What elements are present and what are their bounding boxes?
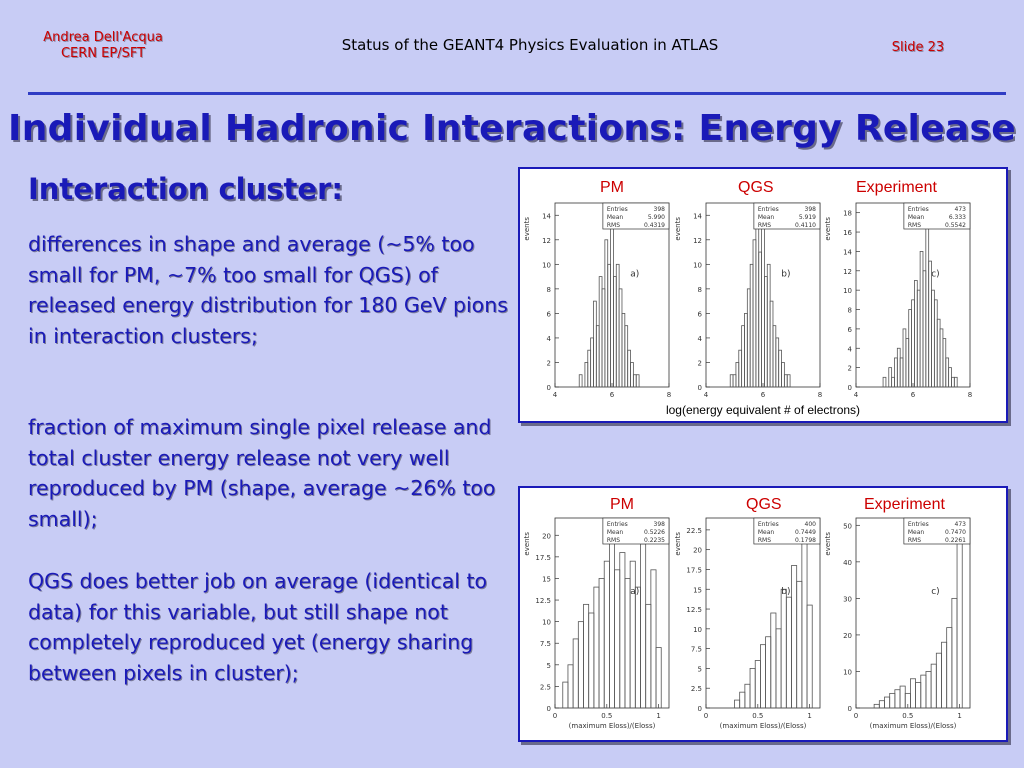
bottom-pm-stat-key: Mean xyxy=(606,529,624,536)
energy-release-histograms xyxy=(518,167,1008,423)
top-qgs-bar xyxy=(784,375,787,387)
top-pm-ytick-label: 0 xyxy=(546,384,551,392)
top-pm-ytick-label: 10 xyxy=(542,261,551,270)
top-experiment-tag: c) xyxy=(931,269,940,280)
bottom-qgs-stat-value: 400 xyxy=(804,521,816,528)
top-pm-tag: a) xyxy=(630,269,640,280)
top-qgs-xtick-label: 6 xyxy=(760,391,766,399)
bottom-experiment-bar xyxy=(936,653,941,708)
bottom-qgs-xtick-label: 0 xyxy=(703,712,709,720)
bottom-qgs-bar xyxy=(740,692,745,708)
top-qgs-plot xyxy=(674,203,822,399)
bottom-experiment-bar xyxy=(890,693,895,708)
top-experiment-bar xyxy=(909,310,912,387)
bottom-pm-stat-value: 398 xyxy=(653,521,665,528)
top-qgs-stat-value: 5.919 xyxy=(798,214,816,221)
top-qgs-ytick-label: 2 xyxy=(697,359,702,368)
bottom-qgs-bar xyxy=(781,589,786,708)
bottom-pm-bar xyxy=(589,613,594,708)
bottom-qgs-bar xyxy=(735,700,740,708)
bottom-experiment-bar xyxy=(931,664,936,708)
bottom-experiment-bar xyxy=(900,686,905,708)
top-histograms-svg xyxy=(520,169,1006,421)
top-experiment-bar xyxy=(932,290,935,387)
top-experiment-ytick-label: 16 xyxy=(843,229,852,238)
top-qgs-bar xyxy=(782,362,785,387)
paragraph-max-pixel: fraction of maximum single pixel release and total cluster energy release not very well reproduced by PM (shape, average ~26% too small); xyxy=(28,415,496,531)
top-experiment-bar xyxy=(906,339,909,387)
top-qgs-bar xyxy=(756,215,759,387)
top-experiment-xtick-label: 6 xyxy=(910,391,916,399)
top-qgs-stat-key: RMS xyxy=(757,222,772,229)
bottom-experiment-ytick-label: 30 xyxy=(843,595,852,604)
bottom-experiment-xtick-label: 1 xyxy=(957,712,962,720)
bottom-pm-bar xyxy=(630,561,635,708)
top-experiment-stat-value: 473 xyxy=(954,206,966,213)
top-pm-bar xyxy=(622,313,625,387)
bottom-experiment-bar xyxy=(916,682,921,708)
bottom-qgs-ytick-label: 17.5 xyxy=(686,566,702,575)
top-pm-bar xyxy=(636,375,639,387)
top-pm-bar xyxy=(631,362,634,387)
bottom-experiment-xlabel: (maximum Eloss)/(Eloss) xyxy=(869,722,957,730)
top-pm-bar xyxy=(599,277,602,387)
bottom-experiment-stat-value: 0.7470 xyxy=(945,529,966,536)
bottom-pm-bar xyxy=(620,553,625,708)
author-block xyxy=(28,30,178,62)
top-qgs-bar xyxy=(779,350,782,387)
top-pm-stat-key: Entries xyxy=(606,206,628,213)
bottom-pm-tag: a) xyxy=(630,587,640,597)
bottom-qgs-bar xyxy=(802,534,807,708)
bottom-pm-plot xyxy=(523,518,669,730)
top-pm-bar xyxy=(625,326,628,387)
top-qgs-bar xyxy=(753,240,756,387)
bottom-pm-bar xyxy=(641,544,646,708)
top-qgs-bar xyxy=(759,252,762,387)
top-experiment-bar xyxy=(943,339,946,387)
bottom-pm-ytick-label: 20 xyxy=(542,532,551,541)
bottom-pm-ytick-label: 2.5 xyxy=(539,683,551,692)
top-experiment-bar xyxy=(900,358,903,387)
top-experiment-stat-key: RMS xyxy=(907,222,922,229)
bottom-pm-stat-value: 0.2235 xyxy=(644,537,665,544)
top-experiment-bar xyxy=(937,319,940,387)
label-qgs-top: QGS xyxy=(738,179,774,196)
top-experiment-bar xyxy=(912,300,915,387)
bottom-experiment-ytick-label: 20 xyxy=(843,631,852,640)
top-qgs-bar xyxy=(747,289,750,387)
top-qgs-stat-value: 0.4110 xyxy=(795,222,816,229)
top-pm-bar xyxy=(593,301,596,387)
top-experiment-ytick-label: 0 xyxy=(847,384,852,392)
bottom-pm-stat-key: RMS xyxy=(606,537,621,544)
top-experiment-bar xyxy=(917,290,920,387)
bottom-experiment-xtick-label: 0.5 xyxy=(902,712,914,720)
top-pm-stat-value: 398 xyxy=(653,206,665,213)
top-qgs-stat-key: Entries xyxy=(757,206,779,213)
bottom-pm-xtick-label: 0.5 xyxy=(601,712,613,720)
top-experiment-bar xyxy=(914,280,917,387)
bottom-experiment-plot xyxy=(824,518,970,730)
top-experiment-bar xyxy=(926,213,929,387)
bottom-pm-bar xyxy=(625,578,630,708)
top-pm-bar xyxy=(585,362,588,387)
slide-subtitle: Interaction cluster: xyxy=(28,172,343,206)
bottom-experiment-bar xyxy=(910,679,915,708)
top-pm-bar xyxy=(616,264,619,387)
bottom-histograms-svg xyxy=(520,488,1006,740)
bottom-experiment-ytick-label: 10 xyxy=(843,668,852,677)
bottom-experiment-bar xyxy=(885,697,890,708)
author-affiliation: CERN EP/SFT xyxy=(60,46,146,61)
top-pm-ytick-label: 6 xyxy=(546,310,551,319)
bottom-pm-bar xyxy=(651,570,656,708)
bottom-qgs-ytick-label: 7.5 xyxy=(690,645,702,654)
bottom-qgs-stat-key: Entries xyxy=(757,521,779,528)
bottom-qgs-xtick-label: 0.5 xyxy=(752,712,764,720)
top-experiment-bar xyxy=(934,300,937,387)
top-experiment-bar xyxy=(892,377,895,387)
bottom-pm-xtick-label: 1 xyxy=(656,712,661,720)
top-pm-stat-value: 5.990 xyxy=(647,214,665,221)
top-qgs-bar xyxy=(736,362,739,387)
bottom-pm-ytick-label: 5 xyxy=(546,661,551,670)
bottom-pm-stat-value: 0.5226 xyxy=(644,529,665,536)
bottom-qgs-bar xyxy=(807,605,812,708)
bottom-experiment-frame xyxy=(856,518,970,708)
top-qgs-ytick-label: 10 xyxy=(693,261,702,270)
top-experiment-ytick-label: 18 xyxy=(843,209,852,218)
bottom-qgs-stat-value: 0.7449 xyxy=(795,529,816,536)
top-qgs-frame xyxy=(706,203,820,387)
bottom-experiment-tag: c) xyxy=(931,587,940,597)
bottom-pm-bar xyxy=(609,535,614,708)
top-qgs-xtick-label: 8 xyxy=(817,391,823,399)
top-pm-bar xyxy=(591,338,594,387)
top-pm-bar xyxy=(628,350,631,387)
bottom-experiment-bar xyxy=(926,671,931,708)
top-experiment-ytick-label: 8 xyxy=(847,306,852,315)
top-experiment-stat-key: Mean xyxy=(907,214,925,221)
top-experiment-bar xyxy=(923,271,926,387)
top-qgs-bar xyxy=(739,350,742,387)
bottom-experiment-stat-value: 473 xyxy=(954,521,966,528)
top-pm-xtick-label: 6 xyxy=(609,391,615,399)
top-qgs-bar xyxy=(742,326,745,387)
top-qgs-bar xyxy=(773,326,776,387)
bottom-qgs-ytick-label: 12.5 xyxy=(686,606,702,615)
top-experiment-xtick-label: 8 xyxy=(967,391,973,399)
bottom-qgs-bar xyxy=(792,566,797,709)
top-qgs-xtick-label: 4 xyxy=(703,391,709,399)
top-experiment-bar xyxy=(951,377,954,387)
bottom-experiment-stat-value: 0.2261 xyxy=(945,537,966,544)
top-qgs-bar xyxy=(776,338,779,387)
top-experiment-bar xyxy=(954,377,957,387)
top-experiment-bar xyxy=(897,348,900,387)
top-qgs-bar xyxy=(730,375,733,387)
paragraph-qgs: QGS does better job on average (identical to data) for this variable, but still shape not completely reproduced yet (energy sharing between pixels in cluster); xyxy=(28,569,488,685)
top-qgs-bar xyxy=(770,301,773,387)
top-qgs-bar xyxy=(764,277,767,387)
bottom-experiment-xtick-label: 0 xyxy=(853,712,859,720)
bottom-experiment-ytick-label: 40 xyxy=(843,558,852,567)
top-experiment-bar xyxy=(920,251,923,387)
bottom-experiment-bar xyxy=(921,675,926,708)
top-qgs-ytick-label: 4 xyxy=(697,334,702,343)
bottom-qgs-frame xyxy=(706,518,820,708)
label-pm-top: PM xyxy=(600,179,624,196)
bottom-qgs-bar xyxy=(771,613,776,708)
bottom-qgs-bar xyxy=(797,581,802,708)
top-qgs-ytick-label: 0 xyxy=(697,384,702,392)
bottom-experiment-stat-key: Entries xyxy=(907,521,929,528)
top-pm-bar xyxy=(596,326,599,387)
label-pm-bottom: PM xyxy=(610,496,634,513)
bottom-qgs-xlabel: (maximum Eloss)/(Eloss) xyxy=(719,722,807,730)
slide-number: Slide 23 xyxy=(891,40,945,55)
bottom-pm-ytick-label: 17.5 xyxy=(535,553,551,562)
top-pm-stat-key: Mean xyxy=(606,214,624,221)
top-qgs-bar xyxy=(787,375,790,387)
top-qgs-bar xyxy=(762,228,765,387)
bottom-qgs-bar xyxy=(786,597,791,708)
top-pm-ylabel: events xyxy=(523,217,531,241)
top-experiment-bar xyxy=(940,329,943,387)
top-experiment-stat-key: Entries xyxy=(907,206,929,213)
bottom-qgs-bar xyxy=(776,629,781,708)
top-experiment-bar xyxy=(894,358,897,387)
bottom-pm-bar xyxy=(656,648,661,708)
top-experiment-plot xyxy=(824,203,972,399)
bottom-pm-xlabel: (maximum Eloss)/(Eloss) xyxy=(568,722,656,730)
bottom-qgs-ytick-label: 0 xyxy=(697,705,702,713)
top-experiment-bar xyxy=(903,329,906,387)
bottom-qgs-ytick-label: 2.5 xyxy=(690,685,702,694)
bottom-pm-bar xyxy=(635,587,640,708)
top-experiment-ytick-label: 12 xyxy=(843,267,852,276)
bottom-qgs-ytick-label: 22.5 xyxy=(686,526,702,535)
bottom-pm-ytick-label: 12.5 xyxy=(535,597,551,606)
top-experiment-frame xyxy=(856,203,970,387)
top-experiment-bar xyxy=(929,261,932,387)
top-pm-xtick-label: 4 xyxy=(552,391,558,399)
top-experiment-stat-value: 6.333 xyxy=(948,214,966,221)
bottom-experiment-bar xyxy=(942,642,947,708)
max-pixel-fraction-histograms xyxy=(518,486,1008,742)
top-qgs-tag: b) xyxy=(781,269,791,280)
top-qgs-ylabel: events xyxy=(674,217,682,241)
bottom-experiment-stat-key: Mean xyxy=(907,529,925,536)
bottom-qgs-stat-value: 0.1798 xyxy=(795,537,816,544)
bottom-qgs-bar xyxy=(755,661,760,709)
bottom-qgs-ylabel: events xyxy=(674,532,682,556)
bottom-experiment-bar xyxy=(947,628,952,708)
bottom-qgs-ytick-label: 15 xyxy=(693,586,702,595)
top-experiment-bar xyxy=(949,368,952,387)
top-pm-ytick-label: 14 xyxy=(542,212,551,221)
top-qgs-stat-value: 398 xyxy=(804,206,816,213)
slide-title: Individual Hadronic Interactions: Energy Release xyxy=(8,108,1016,149)
top-pm-bar xyxy=(619,289,622,387)
bottom-qgs-plot xyxy=(674,518,820,730)
top-experiment-ytick-label: 2 xyxy=(847,364,852,373)
bottom-qgs-xtick-label: 1 xyxy=(807,712,812,720)
top-qgs-ytick-label: 6 xyxy=(697,310,702,319)
top-qgs-bar xyxy=(744,313,747,387)
top-experiment-bar xyxy=(946,358,949,387)
bottom-experiment-ytick-label: 0 xyxy=(847,705,852,713)
top-pm-stat-key: RMS xyxy=(606,222,621,229)
top-pm-stat-value: 0.4319 xyxy=(644,222,665,229)
top-experiment-ytick-label: 10 xyxy=(843,287,852,296)
bottom-qgs-bar xyxy=(766,637,771,708)
label-qgs-bottom: QGS xyxy=(746,496,782,513)
top-experiment-bar xyxy=(889,368,892,387)
top-pm-ytick-label: 12 xyxy=(542,236,551,245)
label-experiment-bottom: Experiment xyxy=(864,496,945,513)
top-pm-ytick-label: 8 xyxy=(546,285,551,294)
top-experiment-bar xyxy=(883,377,886,387)
top-qgs-ytick-label: 12 xyxy=(693,236,702,245)
top-qgs-bar xyxy=(750,264,753,387)
bottom-qgs-stat-key: RMS xyxy=(757,537,772,544)
top-qgs-bar xyxy=(767,264,770,387)
bottom-pm-bar xyxy=(573,639,578,708)
bottom-pm-ytick-label: 7.5 xyxy=(539,640,551,649)
bottom-pm-bar xyxy=(599,578,604,708)
top-pm-bar xyxy=(608,264,611,387)
top-qgs-stat-key: Mean xyxy=(757,214,775,221)
top-pm-bar xyxy=(611,215,614,387)
bottom-pm-bar xyxy=(563,682,568,708)
top-pm-xtick-label: 8 xyxy=(666,391,672,399)
top-x-caption: log(energy equivalent # of electrons) xyxy=(665,403,861,417)
top-experiment-stat-value: 0.5542 xyxy=(945,222,966,229)
bottom-experiment-bar xyxy=(957,533,962,708)
bottom-qgs-bar xyxy=(745,684,750,708)
top-pm-bar xyxy=(588,350,591,387)
bottom-pm-bar xyxy=(604,561,609,708)
bottom-experiment-ytick-label: 50 xyxy=(843,522,852,531)
top-pm-bar xyxy=(633,375,636,387)
top-experiment-xtick-label: 4 xyxy=(853,391,859,399)
top-experiment-ytick-label: 14 xyxy=(843,248,852,257)
bottom-pm-ylabel: events xyxy=(523,532,531,556)
bottom-experiment-bar xyxy=(895,690,900,708)
bottom-experiment-ylabel: events xyxy=(824,532,832,556)
header-divider xyxy=(28,92,1006,95)
bottom-experiment-bar xyxy=(874,704,879,708)
bottom-pm-xtick-label: 0 xyxy=(552,712,558,720)
bottom-pm-bar xyxy=(615,570,620,708)
bottom-experiment-bar xyxy=(879,701,884,708)
top-pm-ytick-label: 2 xyxy=(546,359,551,368)
bottom-qgs-ytick-label: 10 xyxy=(693,625,702,634)
bottom-pm-bar xyxy=(594,587,599,708)
bottom-pm-bar xyxy=(578,622,583,708)
top-pm-plot xyxy=(523,203,671,399)
header-title: Status of the GEANT4 Physics Evaluation in ATLAS xyxy=(341,36,719,54)
author-name: Andrea Dell'Acqua xyxy=(43,30,163,45)
bottom-pm-frame xyxy=(555,518,669,708)
bottom-experiment-stat-key: RMS xyxy=(907,537,922,544)
top-experiment-ylabel: events xyxy=(824,217,832,241)
top-pm-ytick-label: 4 xyxy=(546,334,551,343)
bottom-pm-ytick-label: 15 xyxy=(542,575,551,584)
bottom-pm-ytick-label: 0 xyxy=(546,705,551,713)
top-qgs-ytick-label: 8 xyxy=(697,285,702,294)
bottom-qgs-tag: b) xyxy=(781,587,791,597)
bottom-pm-bar xyxy=(584,604,589,708)
top-pm-bar xyxy=(602,289,605,387)
top-pm-bar xyxy=(579,375,582,387)
bottom-qgs-bar xyxy=(760,645,765,708)
bottom-pm-bar xyxy=(646,604,651,708)
bottom-pm-bar xyxy=(568,665,573,708)
top-pm-bar xyxy=(613,277,616,387)
bottom-qgs-ytick-label: 20 xyxy=(693,546,702,555)
bottom-experiment-bar xyxy=(952,598,957,708)
bottom-qgs-bar xyxy=(750,668,755,708)
top-pm-frame xyxy=(555,203,669,387)
bottom-pm-ytick-label: 10 xyxy=(542,618,551,627)
top-experiment-ytick-label: 4 xyxy=(847,345,852,354)
paragraph-shape-average: differences in shape and average (~5% too small for PM, ~7% too small for QGS) of released energy distribution for 180 GeV pions in interaction clusters; xyxy=(28,232,508,348)
top-qgs-bar xyxy=(733,375,736,387)
bottom-qgs-stat-key: Mean xyxy=(757,529,775,536)
bottom-pm-stat-key: Entries xyxy=(606,521,628,528)
label-experiment-top: Experiment xyxy=(856,179,937,196)
top-pm-bar xyxy=(605,240,608,387)
top-experiment-ytick-label: 6 xyxy=(847,325,852,334)
top-qgs-ytick-label: 14 xyxy=(693,212,702,221)
bottom-qgs-ytick-label: 5 xyxy=(697,665,702,674)
